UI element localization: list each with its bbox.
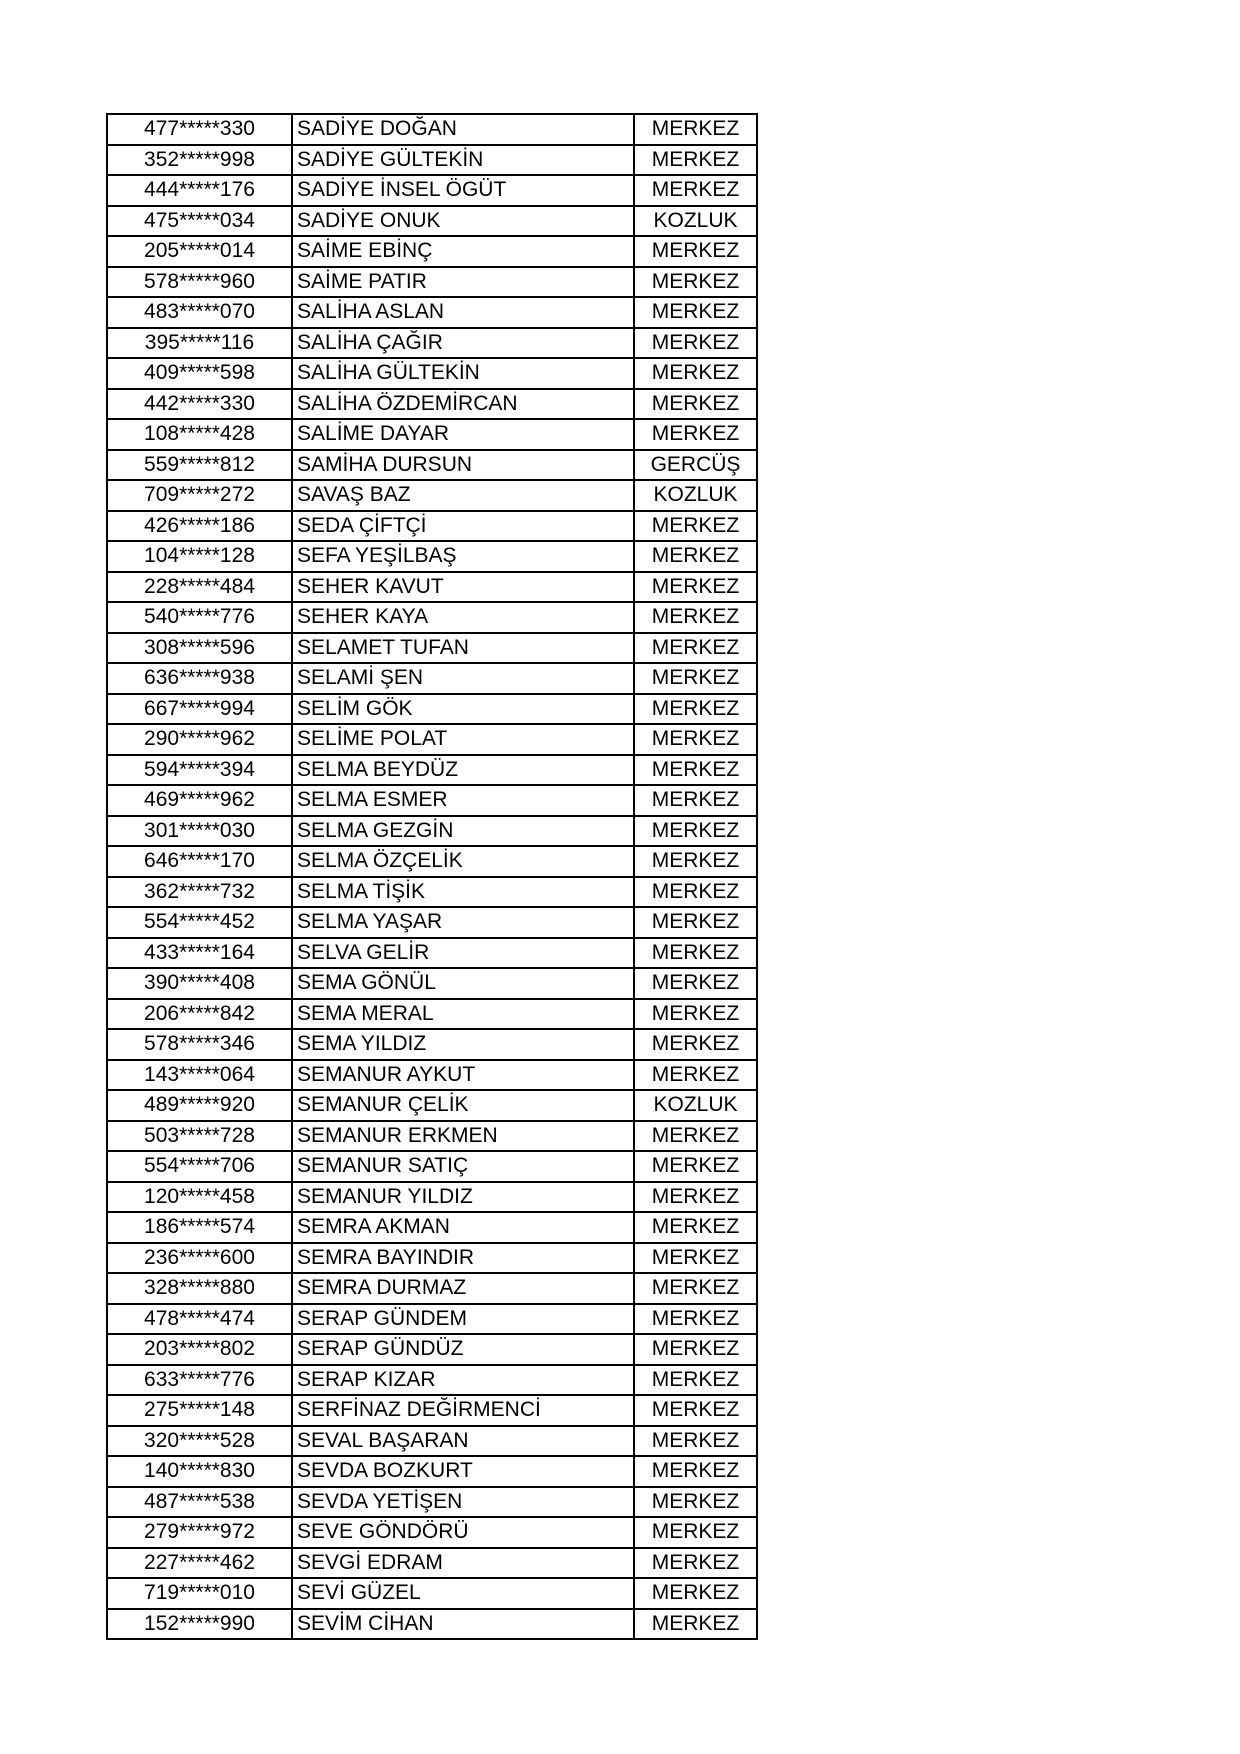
district-cell: MERKEZ [634, 663, 757, 694]
table-row [107, 907, 757, 938]
table-row [107, 1395, 757, 1426]
name-cell: SELMA GEZGİN [292, 816, 634, 847]
id-cell: 478*****474 [107, 1304, 292, 1335]
name-cell: SERFİNAZ DEĞİRMENCİ [292, 1395, 634, 1426]
id-cell: 633*****776 [107, 1365, 292, 1396]
district-cell: KOZLUK [634, 206, 757, 237]
district-cell: MERKEZ [634, 145, 757, 176]
district-cell: MERKEZ [634, 938, 757, 969]
name-cell: SEVİM CİHAN [292, 1609, 634, 1640]
id-cell: 205*****014 [107, 236, 292, 267]
district-cell: MERKEZ [634, 1487, 757, 1518]
name-cell: SAMİHA DURSUN [292, 450, 634, 481]
id-cell: 646*****170 [107, 846, 292, 877]
table-row [107, 1060, 757, 1091]
id-cell: 279*****972 [107, 1517, 292, 1548]
id-cell: 559*****812 [107, 450, 292, 481]
district-cell: MERKEZ [634, 175, 757, 206]
id-cell: 186*****574 [107, 1212, 292, 1243]
name-cell: SEVGİ EDRAM [292, 1548, 634, 1579]
id-cell: 409*****598 [107, 358, 292, 389]
id-cell: 594*****394 [107, 755, 292, 786]
district-cell: MERKEZ [634, 724, 757, 755]
district-cell: MERKEZ [634, 1395, 757, 1426]
name-cell: SEMANUR SATIÇ [292, 1151, 634, 1182]
table-row [107, 1365, 757, 1396]
name-cell: SELMA ÖZÇELİK [292, 846, 634, 877]
district-cell: MERKEZ [634, 511, 757, 542]
name-cell: SELİME POLAT [292, 724, 634, 755]
name-cell: SADİYE ONUK [292, 206, 634, 237]
id-cell: 143*****064 [107, 1060, 292, 1091]
table-row [107, 1334, 757, 1365]
district-cell: MERKEZ [634, 694, 757, 725]
table-row [107, 358, 757, 389]
table-row [107, 1151, 757, 1182]
table-row [107, 968, 757, 999]
table-row [107, 846, 757, 877]
table-row [107, 877, 757, 908]
name-cell: SALİME DAYAR [292, 419, 634, 450]
id-cell: 667*****994 [107, 694, 292, 725]
name-cell: SEMA YILDIZ [292, 1029, 634, 1060]
id-cell: 578*****346 [107, 1029, 292, 1060]
id-cell: 554*****452 [107, 907, 292, 938]
id-cell: 636*****938 [107, 663, 292, 694]
district-cell: KOZLUK [634, 480, 757, 511]
table-row [107, 1304, 757, 1335]
district-cell: MERKEZ [634, 1609, 757, 1640]
district-cell: GERCÜŞ [634, 450, 757, 481]
id-cell: 469*****962 [107, 785, 292, 816]
id-cell: 487*****538 [107, 1487, 292, 1518]
id-cell: 290*****962 [107, 724, 292, 755]
table-row [107, 236, 757, 267]
table-row [107, 1090, 757, 1121]
name-cell: SERAP GÜNDÜZ [292, 1334, 634, 1365]
table-row [107, 633, 757, 664]
table-row [107, 145, 757, 176]
name-cell: SEVE GÖNDÖRÜ [292, 1517, 634, 1548]
district-cell: MERKEZ [634, 1365, 757, 1396]
table-row [107, 816, 757, 847]
table-row [107, 419, 757, 450]
table-row [107, 1548, 757, 1579]
district-cell: MERKEZ [634, 755, 757, 786]
district-cell: MERKEZ [634, 389, 757, 420]
name-cell: SELAMİ ŞEN [292, 663, 634, 694]
table-row [107, 1578, 757, 1609]
district-cell: MERKEZ [634, 1334, 757, 1365]
table-row [107, 389, 757, 420]
district-cell: MERKEZ [634, 236, 757, 267]
name-cell: SEFA YEŞİLBAŞ [292, 541, 634, 572]
name-cell: SELMA YAŞAR [292, 907, 634, 938]
district-cell: MERKEZ [634, 1273, 757, 1304]
id-cell: 433*****164 [107, 938, 292, 969]
id-cell: 503*****728 [107, 1121, 292, 1152]
name-cell: SEMRA BAYINDIR [292, 1243, 634, 1274]
table-row [107, 1243, 757, 1274]
id-cell: 395*****116 [107, 328, 292, 359]
id-cell: 301*****030 [107, 816, 292, 847]
id-cell: 328*****880 [107, 1273, 292, 1304]
name-cell: SALİHA ASLAN [292, 297, 634, 328]
name-cell: SEMA GÖNÜL [292, 968, 634, 999]
id-cell: 104*****128 [107, 541, 292, 572]
table-row [107, 1487, 757, 1518]
district-cell: MERKEZ [634, 358, 757, 389]
district-cell: MERKEZ [634, 633, 757, 664]
name-cell: SALİHA GÜLTEKİN [292, 358, 634, 389]
table-row [107, 938, 757, 969]
name-cell: SALİHA ÖZDEMİRCAN [292, 389, 634, 420]
district-cell: MERKEZ [634, 1578, 757, 1609]
id-cell: 390*****408 [107, 968, 292, 999]
name-cell: SEVİ GÜZEL [292, 1578, 634, 1609]
district-cell: MERKEZ [634, 999, 757, 1030]
district-cell: MERKEZ [634, 328, 757, 359]
name-cell: SEVAL BAŞARAN [292, 1426, 634, 1457]
table-row [107, 724, 757, 755]
district-cell: MERKEZ [634, 1212, 757, 1243]
id-cell: 540*****776 [107, 602, 292, 633]
district-cell: MERKEZ [634, 1182, 757, 1213]
district-cell: MERKEZ [634, 602, 757, 633]
name-cell: SAİME EBİNÇ [292, 236, 634, 267]
table-row [107, 999, 757, 1030]
name-cell: SELMA BEYDÜZ [292, 755, 634, 786]
table-row [107, 663, 757, 694]
id-cell: 275*****148 [107, 1395, 292, 1426]
name-cell: SEMANUR ÇELİK [292, 1090, 634, 1121]
name-cell: SADİYE GÜLTEKİN [292, 145, 634, 176]
district-cell: MERKEZ [634, 968, 757, 999]
table-row [107, 511, 757, 542]
id-cell: 120*****458 [107, 1182, 292, 1213]
district-cell: MERKEZ [634, 1151, 757, 1182]
table-row [107, 480, 757, 511]
id-cell: 140*****830 [107, 1456, 292, 1487]
district-cell: MERKEZ [634, 816, 757, 847]
name-cell: SEVDA YETİŞEN [292, 1487, 634, 1518]
table-row [107, 1517, 757, 1548]
name-cell: SEMA MERAL [292, 999, 634, 1030]
name-cell: SEMRA AKMAN [292, 1212, 634, 1243]
name-cell: SEVDA BOZKURT [292, 1456, 634, 1487]
name-cell: SEMANUR ERKMEN [292, 1121, 634, 1152]
table-row [107, 1212, 757, 1243]
id-cell: 236*****600 [107, 1243, 292, 1274]
name-cell: SEDA ÇİFTÇİ [292, 511, 634, 542]
table-row [107, 694, 757, 725]
table-row [107, 1456, 757, 1487]
district-cell: MERKEZ [634, 572, 757, 603]
name-cell: SEMRA DURMAZ [292, 1273, 634, 1304]
id-cell: 477*****330 [107, 114, 292, 145]
name-cell: SERAP KIZAR [292, 1365, 634, 1396]
name-cell: SERAP GÜNDEM [292, 1304, 634, 1335]
name-cell: SELVA GELİR [292, 938, 634, 969]
district-cell: MERKEZ [634, 1426, 757, 1457]
id-cell: 442*****330 [107, 389, 292, 420]
id-cell: 426*****186 [107, 511, 292, 542]
name-cell: SEMANUR YILDIZ [292, 1182, 634, 1213]
name-cell: SELİM GÖK [292, 694, 634, 725]
district-cell: MERKEZ [634, 907, 757, 938]
table-row [107, 206, 757, 237]
id-cell: 227*****462 [107, 1548, 292, 1579]
name-cell: SAİME PATIR [292, 267, 634, 298]
district-cell: MERKEZ [634, 114, 757, 145]
id-cell: 308*****596 [107, 633, 292, 664]
id-cell: 475*****034 [107, 206, 292, 237]
table-row [107, 328, 757, 359]
table-row [107, 450, 757, 481]
table-row [107, 1426, 757, 1457]
id-cell: 719*****010 [107, 1578, 292, 1609]
table-row [107, 755, 757, 786]
name-cell: SELMA TİŞİK [292, 877, 634, 908]
id-cell: 578*****960 [107, 267, 292, 298]
district-cell: MERKEZ [634, 1304, 757, 1335]
district-cell: MERKEZ [634, 267, 757, 298]
table-row [107, 175, 757, 206]
district-cell: MERKEZ [634, 1029, 757, 1060]
table-row [107, 1609, 757, 1640]
id-cell: 108*****428 [107, 419, 292, 450]
district-cell: MERKEZ [634, 877, 757, 908]
table-row [107, 602, 757, 633]
district-cell: MERKEZ [634, 541, 757, 572]
table-row [107, 1273, 757, 1304]
id-cell: 152*****990 [107, 1609, 292, 1640]
id-cell: 320*****528 [107, 1426, 292, 1457]
district-cell: MERKEZ [634, 1060, 757, 1091]
id-cell: 554*****706 [107, 1151, 292, 1182]
district-cell: MERKEZ [634, 1456, 757, 1487]
table-row [107, 114, 757, 145]
table-row [107, 572, 757, 603]
name-cell: SADİYE DOĞAN [292, 114, 634, 145]
roster-body [107, 114, 757, 1639]
district-cell: MERKEZ [634, 1243, 757, 1274]
table-row [107, 785, 757, 816]
name-cell: SADİYE İNSEL ÖGÜT [292, 175, 634, 206]
id-cell: 352*****998 [107, 145, 292, 176]
id-cell: 483*****070 [107, 297, 292, 328]
table-row [107, 541, 757, 572]
table-row [107, 1182, 757, 1213]
district-cell: MERKEZ [634, 1517, 757, 1548]
id-cell: 203*****802 [107, 1334, 292, 1365]
district-cell: MERKEZ [634, 846, 757, 877]
district-cell: MERKEZ [634, 1548, 757, 1579]
table-row [107, 1029, 757, 1060]
name-cell: SELMA ESMER [292, 785, 634, 816]
name-cell: SEHER KAVUT [292, 572, 634, 603]
district-cell: MERKEZ [634, 1121, 757, 1152]
name-cell: SEHER KAYA [292, 602, 634, 633]
id-cell: 709*****272 [107, 480, 292, 511]
name-cell: SALİHA ÇAĞIR [292, 328, 634, 359]
id-cell: 444*****176 [107, 175, 292, 206]
roster-table [106, 113, 758, 1640]
id-cell: 228*****484 [107, 572, 292, 603]
table-row [107, 267, 757, 298]
name-cell: SAVAŞ BAZ [292, 480, 634, 511]
district-cell: MERKEZ [634, 785, 757, 816]
id-cell: 489*****920 [107, 1090, 292, 1121]
table-row [107, 297, 757, 328]
name-cell: SELAMET TUFAN [292, 633, 634, 664]
name-cell: SEMANUR AYKUT [292, 1060, 634, 1091]
district-cell: MERKEZ [634, 419, 757, 450]
id-cell: 206*****842 [107, 999, 292, 1030]
id-cell: 362*****732 [107, 877, 292, 908]
district-cell: KOZLUK [634, 1090, 757, 1121]
district-cell: MERKEZ [634, 297, 757, 328]
table-row [107, 1121, 757, 1152]
